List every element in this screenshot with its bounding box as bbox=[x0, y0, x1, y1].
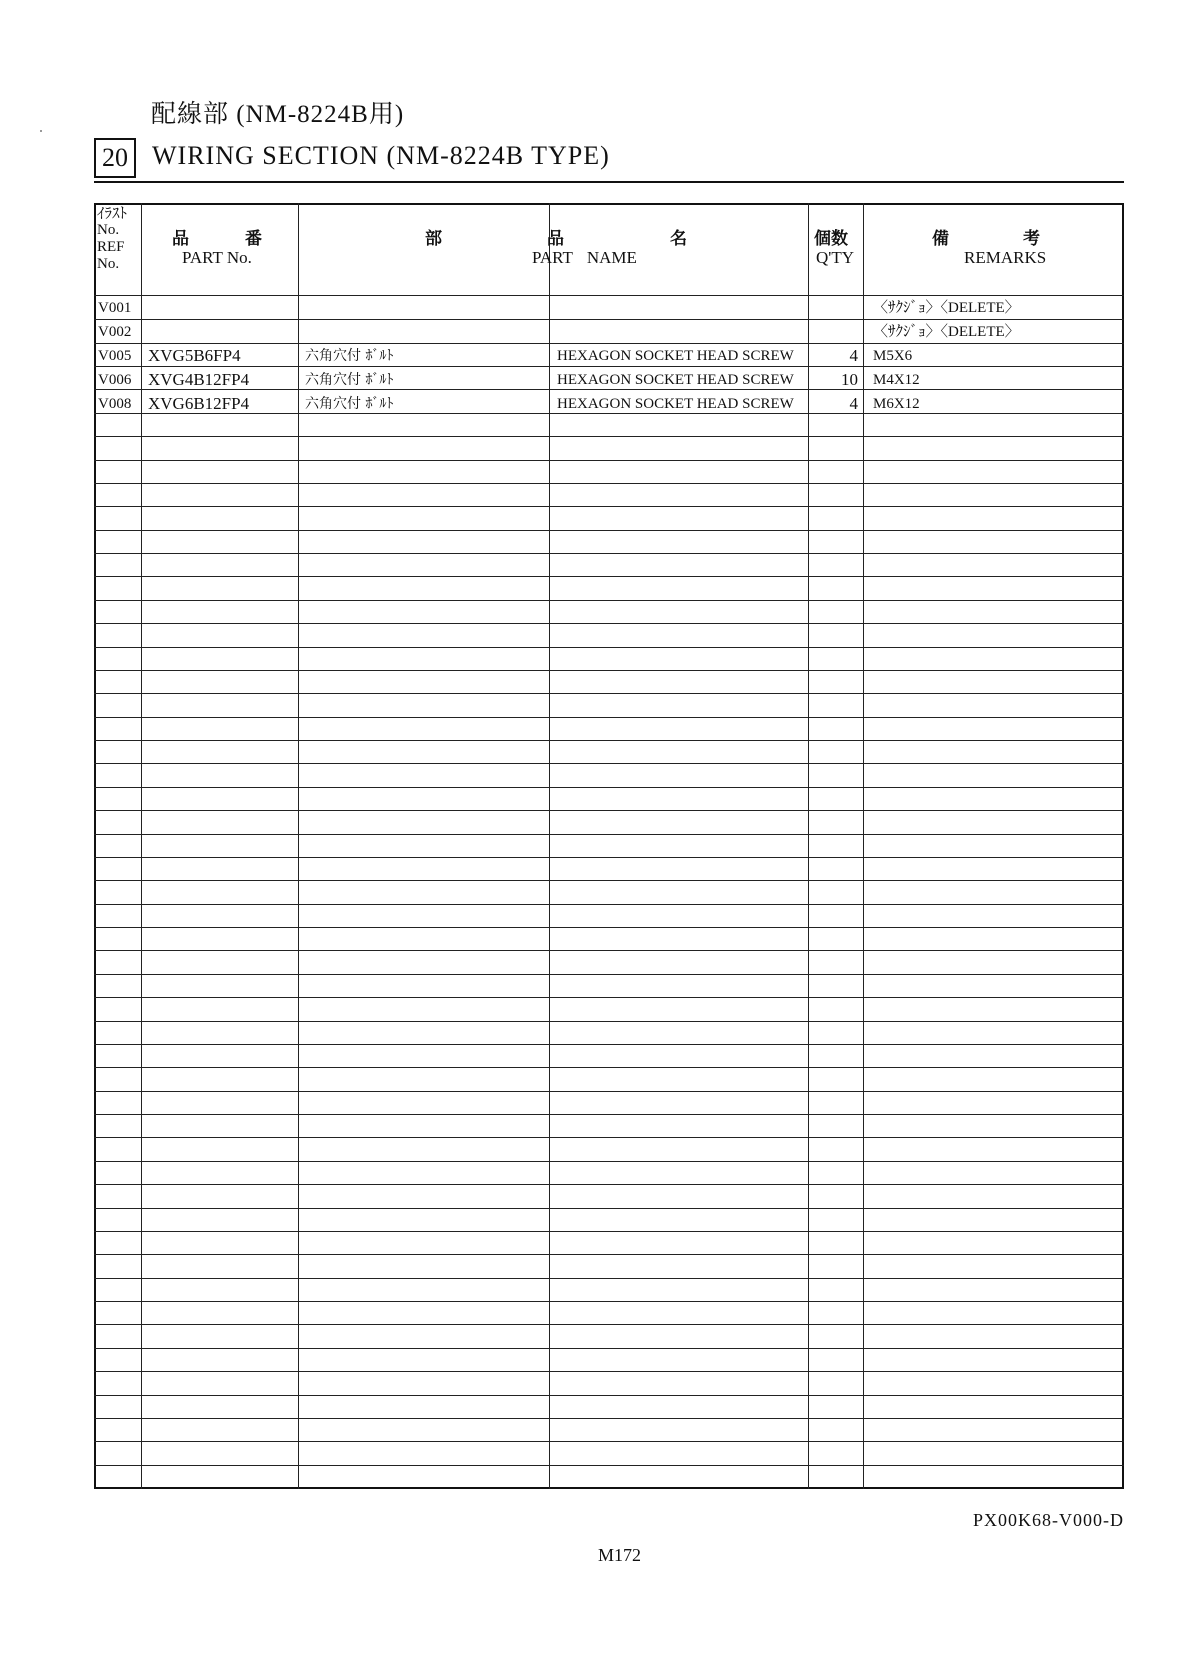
row-divider bbox=[94, 1208, 1124, 1209]
row-name-jp bbox=[305, 320, 545, 344]
row-ref: V006 bbox=[98, 372, 132, 388]
row-divider bbox=[94, 1278, 1124, 1279]
column-divider-name-en bbox=[808, 203, 809, 1489]
row-divider bbox=[94, 483, 1124, 484]
row-divider bbox=[94, 1371, 1124, 1372]
row-divider bbox=[94, 1441, 1124, 1442]
row-remarks: 〈ｻｸｼﾞｮ〉〈DELETE〉 bbox=[873, 324, 1020, 340]
row-divider bbox=[94, 1184, 1124, 1185]
row-divider bbox=[94, 506, 1124, 507]
row-divider bbox=[94, 1067, 1124, 1068]
scan-speck bbox=[40, 130, 42, 132]
page-title-english: WIRING SECTION (NM-8224B TYPE) bbox=[152, 141, 610, 170]
row-divider bbox=[94, 1021, 1124, 1022]
page-title-japanese: 配線部 (NM-8224B用) bbox=[151, 101, 405, 128]
column-divider-part-name bbox=[549, 203, 550, 1489]
header-part-no-jp-2: 番 bbox=[245, 229, 262, 249]
row-divider bbox=[94, 1231, 1124, 1232]
row-divider bbox=[94, 413, 1124, 414]
header-part-name-jp-2: 品 bbox=[547, 229, 564, 249]
row-divider bbox=[94, 1418, 1124, 1419]
row-ref: V005 bbox=[98, 348, 132, 364]
row-divider bbox=[94, 950, 1124, 951]
row-name-jp bbox=[305, 296, 545, 320]
row-divider bbox=[94, 810, 1124, 811]
header-part-no-jp-1: 品 bbox=[172, 229, 189, 249]
row-name-en: HEXAGON SOCKET HEAD SCREW bbox=[557, 348, 794, 364]
row-divider bbox=[94, 1137, 1124, 1138]
column-divider-qty bbox=[863, 203, 864, 1489]
row-remarks: M4X12 bbox=[873, 372, 920, 388]
row-divider bbox=[94, 974, 1124, 975]
row-divider bbox=[94, 904, 1124, 905]
row-remarks: 〈ｻｸｼﾞｮ〉〈DELETE〉 bbox=[873, 300, 1020, 316]
row-ref: V002 bbox=[98, 324, 132, 340]
row-divider bbox=[94, 787, 1124, 788]
row-name-en: HEXAGON SOCKET HEAD SCREW bbox=[557, 396, 794, 412]
row-qty: 4 bbox=[849, 346, 858, 365]
row-part-no bbox=[148, 320, 298, 344]
row-divider bbox=[94, 997, 1124, 998]
row-part-no: XVG6B12FP4 bbox=[148, 394, 250, 413]
row-part-no bbox=[148, 296, 298, 320]
row-divider bbox=[94, 623, 1124, 624]
row-divider bbox=[94, 553, 1124, 554]
row-divider bbox=[94, 600, 1124, 601]
page-number: M172 bbox=[598, 1545, 642, 1565]
row-divider bbox=[94, 1301, 1124, 1302]
row-divider bbox=[94, 1091, 1124, 1092]
row-divider bbox=[94, 670, 1124, 671]
row-divider bbox=[94, 530, 1124, 531]
section-number-box: 20 bbox=[94, 138, 136, 178]
row-ref: V001 bbox=[98, 300, 132, 316]
row-qty: 10 bbox=[841, 370, 858, 389]
header-part-name-jp-1: 部 bbox=[425, 229, 442, 249]
row-part-no: XVG4B12FP4 bbox=[148, 370, 250, 389]
row-name-en: HEXAGON SOCKET HEAD SCREW bbox=[557, 372, 794, 388]
header-part-name-en: PART NAME bbox=[532, 248, 637, 267]
header-part-name-jp-3: 名 bbox=[670, 229, 687, 249]
header-remarks-jp-2: 考 bbox=[1023, 229, 1040, 249]
row-divider bbox=[94, 1395, 1124, 1396]
row-remarks: M6X12 bbox=[873, 396, 920, 412]
header-qty-en: Q'TY bbox=[816, 248, 855, 267]
row-name-jp: 六角穴付 ﾎﾞﾙﾄ bbox=[305, 372, 394, 388]
header-remarks-en: REMARKS bbox=[964, 248, 1047, 267]
row-divider bbox=[94, 319, 1124, 320]
row-divider bbox=[94, 763, 1124, 764]
row-divider bbox=[94, 857, 1124, 858]
row-divider bbox=[94, 436, 1124, 437]
row-remarks: M5X6 bbox=[873, 348, 913, 364]
row-divider bbox=[94, 1114, 1124, 1115]
row-qty: 4 bbox=[849, 394, 858, 413]
column-divider-part-no bbox=[298, 203, 299, 1489]
header-ref-no-2: No. bbox=[97, 256, 120, 272]
row-divider bbox=[94, 647, 1124, 648]
header-qty-jp: 個数 bbox=[814, 229, 848, 249]
row-divider bbox=[94, 717, 1124, 718]
row-name-en bbox=[557, 296, 807, 320]
row-divider bbox=[94, 880, 1124, 881]
header-ref-no: No. bbox=[97, 222, 120, 238]
row-divider bbox=[94, 1254, 1124, 1255]
row-divider bbox=[94, 693, 1124, 694]
row-part-no: XVG5B6FP4 bbox=[148, 346, 241, 365]
row-divider bbox=[94, 343, 1124, 344]
row-divider bbox=[94, 389, 1124, 390]
row-divider bbox=[94, 576, 1124, 577]
header-ref-jp: ｲﾗｽﾄ bbox=[97, 206, 128, 222]
header-remarks-jp-1: 備 bbox=[932, 229, 949, 249]
row-divider bbox=[94, 1161, 1124, 1162]
row-divider bbox=[94, 834, 1124, 835]
row-name-jp: 六角穴付 ﾎﾞﾙﾄ bbox=[305, 348, 394, 364]
row-divider bbox=[94, 1324, 1124, 1325]
row-divider bbox=[94, 740, 1124, 741]
row-divider bbox=[94, 1044, 1124, 1045]
row-name-en bbox=[557, 320, 807, 344]
row-divider bbox=[94, 366, 1124, 367]
header-part-no-en: PART No. bbox=[182, 248, 252, 267]
title-underline bbox=[94, 181, 1124, 183]
row-divider bbox=[94, 927, 1124, 928]
row-qty bbox=[812, 296, 858, 320]
row-name-jp: 六角穴付 ﾎﾞﾙﾄ bbox=[305, 396, 394, 412]
row-divider bbox=[94, 1465, 1124, 1466]
row-divider bbox=[94, 460, 1124, 461]
row-divider bbox=[94, 1348, 1124, 1349]
row-ref: V008 bbox=[98, 396, 132, 412]
header-ref-en: REF bbox=[97, 239, 125, 255]
row-qty bbox=[812, 320, 858, 344]
document-code: PX00K68-V000-D bbox=[973, 1510, 1124, 1530]
